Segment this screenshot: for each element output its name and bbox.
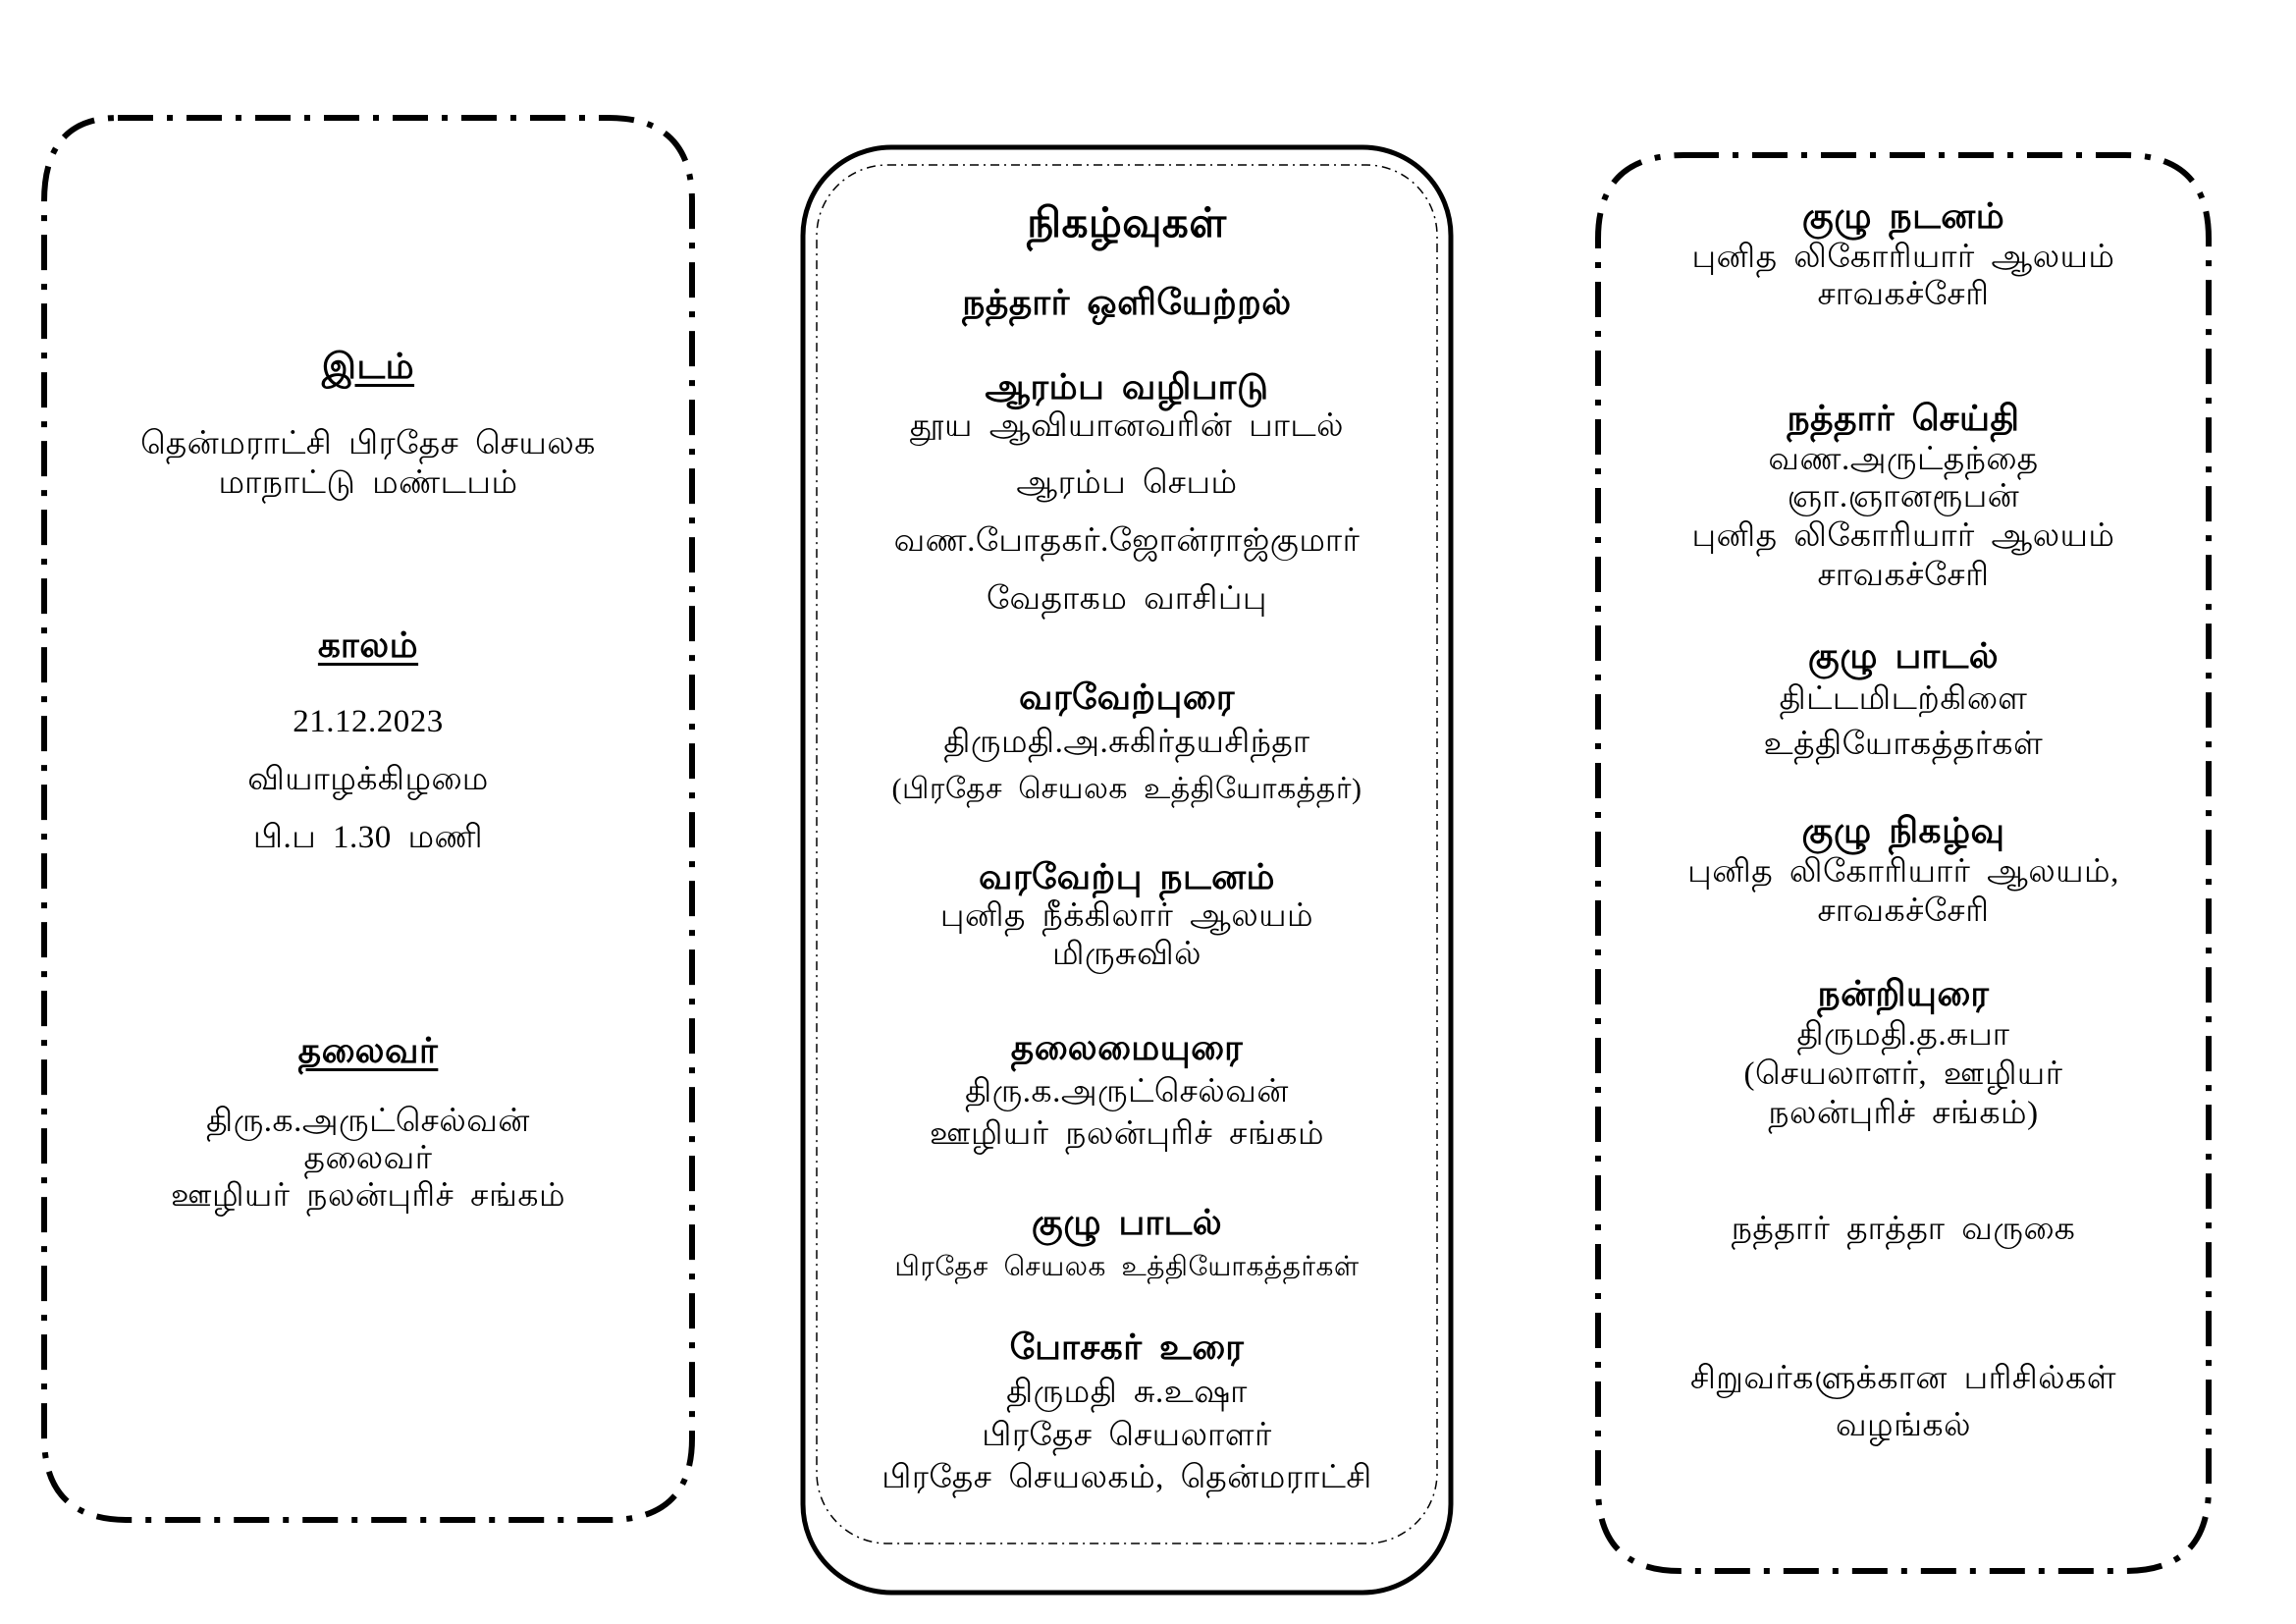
program-item-6-line-1: பிரதேச செயலக உத்தியோகத்தர்கள் [894,1252,1360,1282]
right-item-3-line-1: திட்டமிடற்கிளை [1779,681,2028,717]
right-item-7-line-2: வழங்கல் [1835,1408,1972,1443]
time-heading: காலம் [317,625,419,665]
right-panel [1598,155,2209,1571]
right-item-4-line-1: புனித லிகோரியார் ஆலயம், [1687,854,2119,890]
program-item-5-line-2: ஊழியர் நலன்புரிச் சங்கம் [929,1116,1325,1152]
right-item-6-line-1: நத்தார் தாத்தா வருகை [1731,1212,2076,1247]
program-item-2-line-1: தூய ஆவியானவரின் பாடல் [909,408,1345,444]
venue-line-1: தென்மராட்சி பிரதேச செயலக [140,426,596,461]
program-item-2-line-4: வேதாகம வாசிப்பு [987,581,1267,617]
chair-title: தலைவர் [303,1141,433,1176]
venue-line-2: மாநாட்டு மண்டபம் [218,465,518,501]
chair-org: ஊழியர் நலன்புரிச் சங்கம் [170,1178,566,1214]
program-item-1-heading: நத்தார் ஒளியேற்றல் [962,283,1292,322]
chair-heading: தலைவர் [297,1031,439,1070]
program-item-2-heading: ஆரம்ப வழிபாடு [985,367,1269,406]
event-day: வியாழக்கிழமை [247,762,489,797]
program-item-3-heading: வரவேற்புரை [1018,677,1236,717]
program-item-4-line-1: புனித நீக்கிலார் ஆலயம் [939,898,1314,934]
program-item-7-line-2: பிரதேச செயலாளர் [982,1418,1272,1453]
right-item-2-line-1: வண.அருட்தந்தை [1768,442,2039,477]
event-date: 21.12.2023 [293,704,444,739]
right-item-2-line-3: புனித லிகோரியார் ஆலயம் [1691,518,2115,554]
right-item-3-line-2: உத்தியோகத்தர்கள் [1763,727,2044,762]
right-item-5-heading: நன்றியுரை [1817,974,1990,1013]
right-item-7-line-1: சிறுவர்களுக்கான பரிசில்கள் [1689,1361,2117,1396]
right-item-5-line-1: திருமதி.த.சுபா [1796,1017,2010,1053]
program-item-2-line-2: ஆரம்ப செபம் [1016,465,1238,501]
right-item-1-line-2: சாவகச்சேரி [1817,277,1990,312]
chair-name: திரு.க.அருட்செல்வன் [206,1104,530,1139]
right-item-4-heading: குழு நிகழ்வு [1801,811,2005,850]
program-item-5-heading: தலைமையுரை [1010,1028,1244,1067]
venue-heading: இடம் [321,347,415,386]
right-item-1-heading: குழு நடனம் [1801,196,2005,236]
right-item-3-heading: குழு பாடல் [1807,636,2000,676]
right-item-5-line-3: நலன்புரிச் சங்கம்) [1768,1096,2039,1131]
program-item-7-line-1: திருமதி சு.உஷா [1006,1375,1248,1410]
program-title: நிகழ்வுகள் [1027,201,1227,246]
program-item-5-line-1: திரு.க.அருட்செல்வன் [965,1074,1289,1110]
event-time: பி.ப 1.30 மணி [252,820,484,855]
right-item-2-heading: நத்தார் செய்தி [1787,399,2020,438]
right-item-2-line-2: ஞா.ஞானரூபன் [1787,479,2020,514]
program-item-3-line-2: (பிரதேச செயலக உத்தியோகத்தர்) [891,773,1362,805]
right-item-4-line-2: சாவகச்சேரி [1817,893,1990,929]
right-item-2-line-4: சாவகச்சேரி [1817,558,1990,593]
program-item-7-line-3: பிரதேச செயலகம், தென்மராட்சி [881,1460,1372,1495]
program-item-3-line-1: திருமதி.அ.சுகிர்தயசிந்தா [943,725,1310,760]
program-item-6-heading: குழு பாடல் [1031,1203,1223,1242]
left-panel [44,118,692,1520]
right-item-1-line-1: புனித லிகோரியார் ஆலயம் [1691,240,2115,275]
program-item-4-heading: வரவேற்பு நடனம் [979,857,1275,896]
program-item-2-line-3: வண.போதகர்.ஜோன்ராஜ்குமார் [893,523,1361,559]
program-item-4-line-2: மிருசுவில் [1051,937,1202,972]
right-item-5-line-2: (செயலாளர், ஊழியர் [1743,1056,2063,1092]
middle-panel [803,147,1451,1593]
program-item-7-heading: போசகர் உரை [1009,1327,1245,1367]
